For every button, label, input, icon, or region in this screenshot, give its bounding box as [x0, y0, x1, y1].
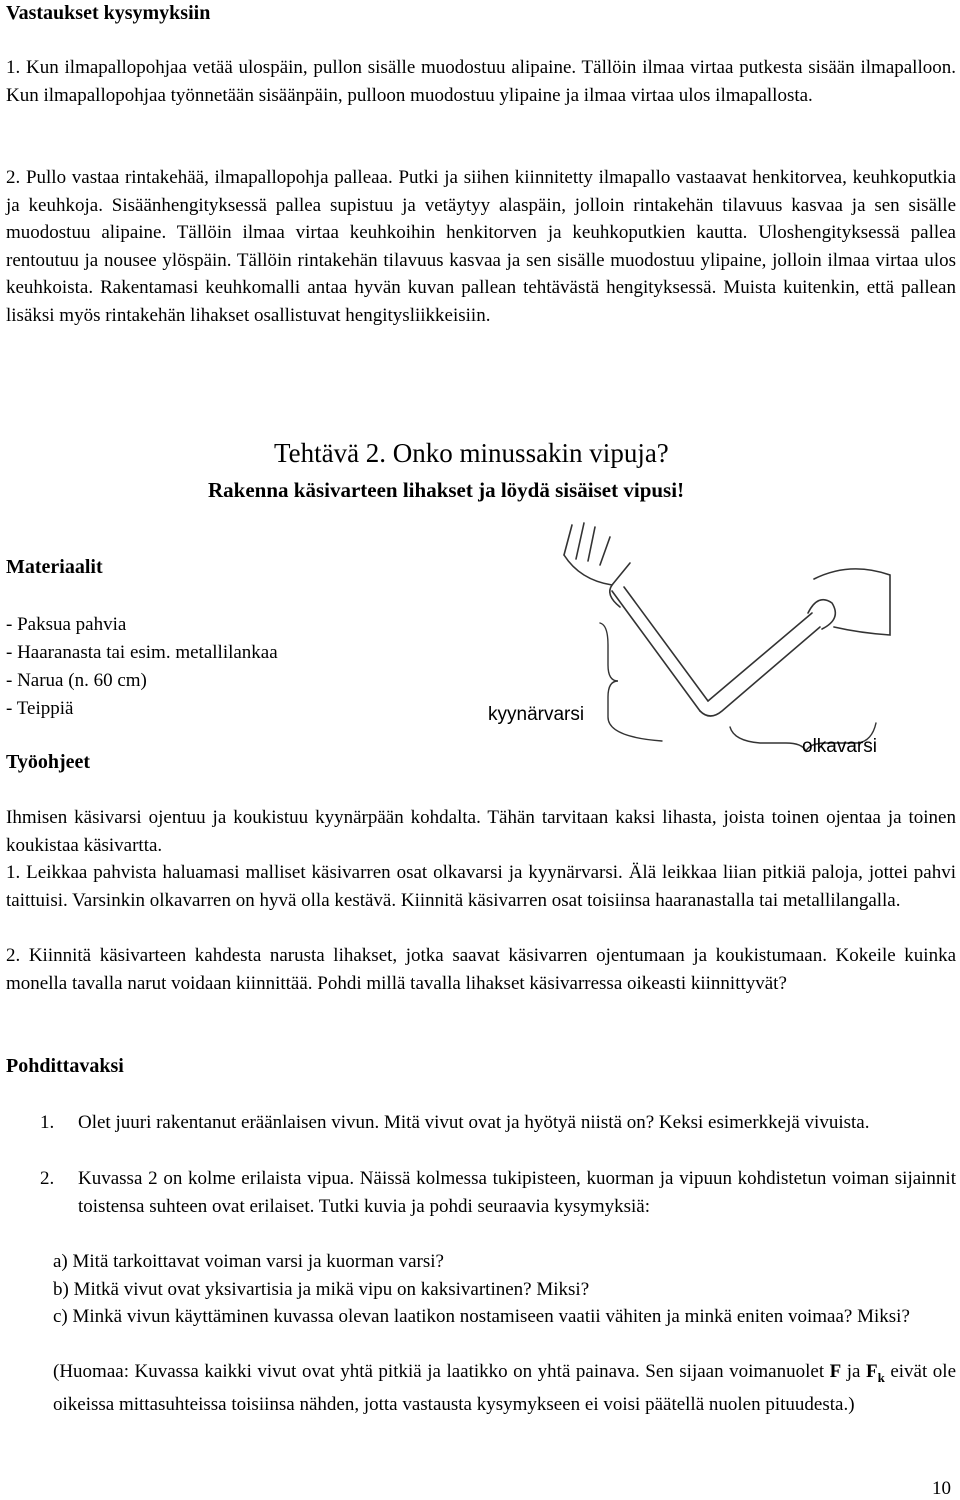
finger-bone [564, 525, 572, 555]
task-title: Tehtävä 2. Onko minussakin vipuja? [274, 438, 669, 468]
question-text: Olet juuri rakentanut eräänlaisen vivun. Mitä vivut ovat ja hyötyä niistä on? Keksi esimerkkejä vivuista. [78, 1112, 870, 1133]
sub-question-a: a) Mitä tarkoittavat voiman varsi ja kuorman varsi? [53, 1251, 444, 1272]
label-forearm: kyynärvarsi [488, 704, 585, 725]
instructions-intro: Ihmisen käsivarsi ojentuu ja koukistuu kyynärpään kohdalta. Tähän tarvitaan kaksi lihasta, joista toinen ojentaa ja toinen koukistaa käsivartta. [6, 807, 956, 856]
load-force-F: F [865, 1361, 878, 1382]
note [53, 1358, 956, 1419]
shoulder-outline [814, 569, 890, 635]
note-text: (Huomaa: Kuvassa kaikki vivut ovat yhtä pitkiä ja laatikko on yhtä painava. Sen sijaan voimanuolet [53, 1361, 830, 1382]
note-text-end: eivät ole oikeissa mittasuhteissa toisiinsa nähden, jotta vastausta kysymykseen ei voisi päätellä nuolen pituudesta.) [53, 1361, 957, 1416]
material-item: - Narua (n. 60 cm) [6, 670, 147, 691]
answer-1: 1. Kun ilmapallopohjaa vetää ulospäin, pullon sisälle muodostuu alipaine. Tällöin ilmaa virtaa putkesta sisään ilmapalloon. Kun ilmapallopohjaa työnnetään sisäänpäin, pulloon muodostuu ylipaine ja ilmaa virtaa ulos ilmapallosta. [6, 57, 956, 106]
page-number: 10 [932, 1478, 951, 1499]
label-upperarm: olkavarsi [802, 736, 877, 757]
radius-bone [624, 587, 708, 701]
instructions-heading: Työohjeet [6, 751, 91, 773]
load-force-symbol [865, 1361, 885, 1385]
materials-list [6, 611, 278, 723]
thumb-bone [612, 563, 630, 585]
humerus-bone [700, 627, 820, 716]
force-symbol: F [829, 1361, 842, 1382]
sub-question-b: b) Mitkä vivut ovat yksivartisia ja mikä vipu on kaksivartinen? Miksi? [53, 1279, 590, 1300]
arm-illustration [550, 515, 910, 765]
ulna-bone [612, 591, 700, 711]
question-1 [0, 1109, 960, 1165]
answers-title: Vastaukset kysymyksiin [6, 2, 211, 24]
question-2 [0, 1165, 960, 1249]
forearm-brace [600, 623, 662, 741]
sub-question-c: c) Minkä vivun käyttäminen kuvassa olevan laatikon nostamiseen vaatii vähiten ja minkä eniten voimaa? Miksi? [53, 1306, 910, 1327]
materials-heading: Materiaalit [6, 556, 103, 578]
question-number: 1. [40, 1112, 55, 1133]
finger-bone [576, 523, 584, 559]
finger-bone [588, 527, 595, 561]
load-force-subscript: k [877, 1369, 885, 1385]
question-number: 2. [40, 1168, 55, 1189]
task-subtitle: Rakenna käsivarteen lihakset ja löydä sisäiset vipusi! [208, 478, 685, 502]
finger-bone [600, 537, 610, 565]
material-item: - Haaranasta tai esim. metallilankaa [6, 642, 278, 663]
material-item: - Paksua pahvia [6, 614, 127, 635]
think-heading: Pohdittavaksi [6, 1055, 124, 1077]
note-conj: ja [841, 1361, 866, 1382]
shoulder-joint [808, 600, 835, 629]
material-item: - Teippiä [6, 698, 74, 719]
wrist-bones [564, 555, 620, 607]
answer-2: 2. Pullo vastaa rintakehää, ilmapallopohja palleaa. Putki ja siihen kiinnitetty ilmapallo vastaavat henkitorvea, keuhkoputkia ja keuhkoja. Sisäänhengityksessä pallea supistuu ja vetäytyy alaspäin, jolloin rintakehän tilavuus kasvaa ja sen sisälle muodostuu alipaine. Tällöin ilmaa virtaa keuhkoihin henkitorven ja keuhkoputkien kautta. Uloshengityksessä pallea rentoutuu ja nousee ylöspäin. Tällöin rintakehän tilavuus kasvaa ja sen sisälle muodostuu ylipaine, jolloin ilmaa virtaa ulos keuhkoista. Rakentamasi keuhkomalli antaa hyvän kuvan pallean tehtävästä hengityksessä. Muista kuitenkin, että pallean lisäksi myös rintakehän lihakset osallistuvat hengitysliikkeisiin. [6, 167, 956, 326]
question-text: Kuvassa 2 on kolme erilaista vipua. Näissä kolmessa tukipisteen, kuorman ja vipuun kohdistetun voiman sijainnit toistensa suhteen ovat erilaiset. Tutki kuvia ja pohdi seuraavia kysymyksiä: [78, 1168, 956, 1217]
instructions-step-1: 1. Leikkaa pahvista haluamasi malliset käsivarren osat olkavarsi ja kyynärvarsi. Älä leikkaa liian pitkiä paloja, jottei pahvi taittuisi. Varsinkin olkavarren on hyvä olla kestävä. Kiinnitä käsivarren osat toisiinsa haaranastalla tai metallilangalla. [6, 862, 956, 911]
humerus-bone-edge [708, 613, 812, 701]
instructions-step-2: 2. Kiinnitä käsivarteen kahdesta narusta lihakset, jotka saavat käsivarren ojentumaan ja koukistumaan. Kokeile kuinka monella tavalla narut voidaan kiinnittää. Pohdi millä tavalla lihakset käsivarressa oikeasti kiinnittyvät? [6, 945, 956, 994]
